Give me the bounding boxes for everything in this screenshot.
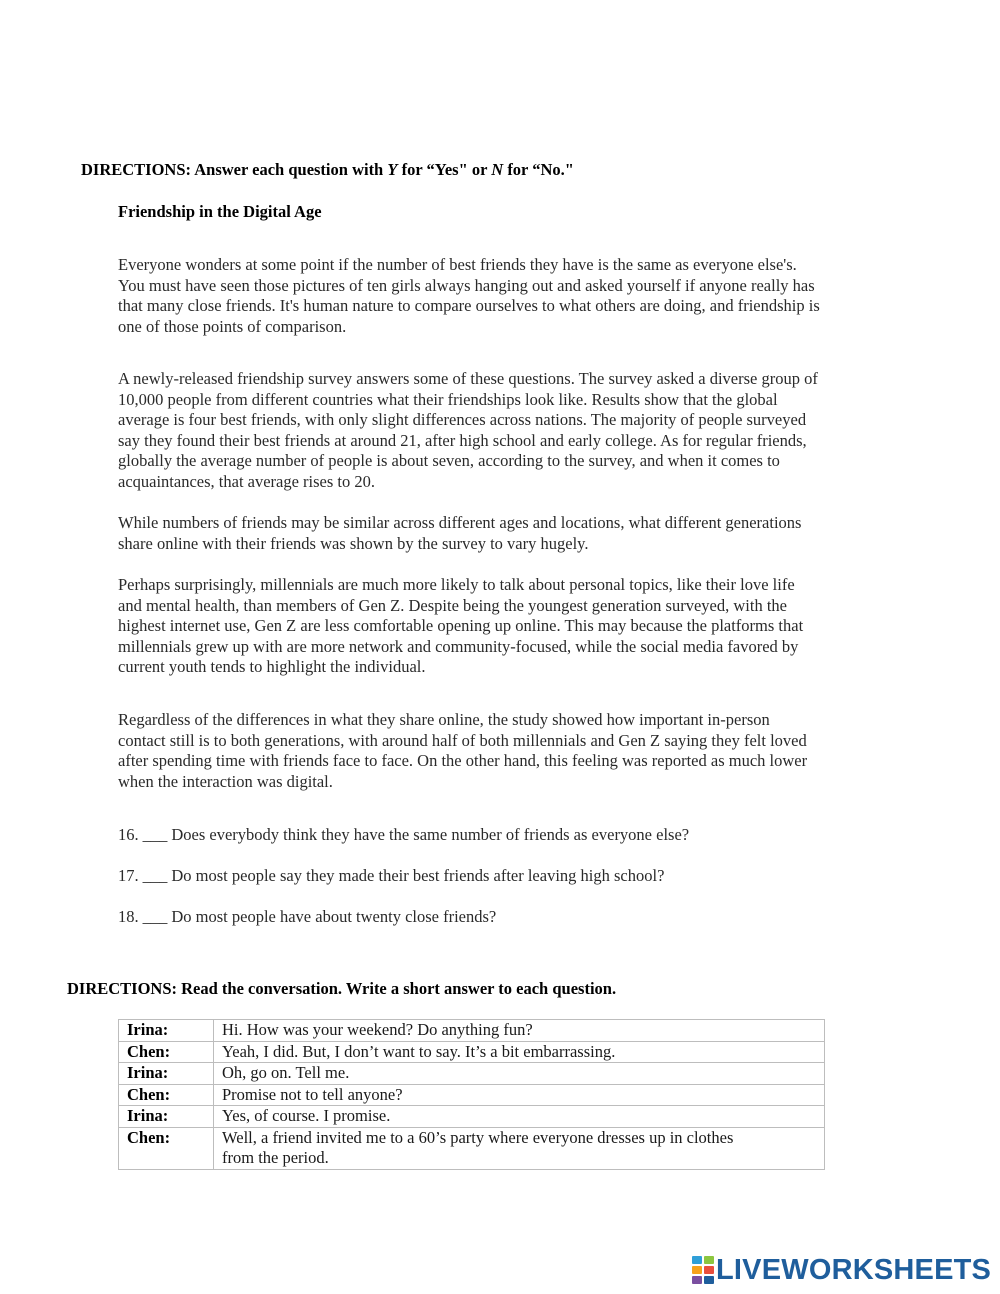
table-row: [119, 1127, 825, 1169]
logo-text: LIVEWORKSHEETS: [716, 1254, 992, 1286]
question-text: Does everybody think they have the same number of friends as everyone else?: [171, 825, 690, 844]
speaker-cell: Chen:: [119, 1127, 214, 1169]
directions-text: DIRECTIONS: Answer each question with: [81, 160, 388, 179]
question-17: [118, 866, 664, 886]
paragraph-4: [118, 575, 890, 678]
paragraph-line: 10,000 people from different countries what their friendships look like. Results show that the global: [118, 389, 778, 409]
dialogue-line: Yeah, I did. But, I don’t want to say. It’s a bit embarrassing.: [222, 1041, 616, 1061]
table-row: [119, 1041, 825, 1063]
question-number: 17.: [118, 866, 139, 885]
speaker-cell: Chen:: [119, 1084, 214, 1106]
table-row: [119, 1106, 825, 1128]
paragraph-2: [118, 369, 890, 493]
paragraph-line: say they found their best friends at around 21, after high school and early college. As for regular friends,: [118, 430, 807, 450]
conversation-table: [118, 1019, 825, 1170]
speaker-cell: Irina:: [119, 1063, 214, 1085]
article-title: Friendship in the Digital Age: [118, 202, 322, 221]
paragraph-line: Everyone wonders at some point if the number of best friends they have is the same as everyone else's.: [118, 255, 797, 274]
dialogue-cell: [214, 1041, 825, 1063]
paragraph-line: globally the average number of people is about seven, according to the survey, and when it comes to: [118, 451, 780, 471]
logo-mark-block: [704, 1266, 714, 1274]
dialogue-cell: [214, 1127, 825, 1169]
liveworksheets-logo-icon: [692, 1256, 714, 1284]
paragraph-1: [118, 255, 890, 337]
paragraph-line: You must have seen those pictures of ten girls always hanging out and asked yourself if anyone really has: [118, 275, 815, 295]
table-row: [119, 1084, 825, 1106]
paragraph-line: Perhaps surprisingly, millennials are much more likely to talk about personal topics, like their love life: [118, 575, 795, 594]
paragraph-line: current youth tends to highlight the individual.: [118, 657, 426, 677]
paragraph-line: acquaintances, that average rises to 20.: [118, 471, 376, 491]
dialogue-cell: [214, 1063, 825, 1085]
paragraph-line: after spending time with friends face to face. On the other hand, this feeling was reported as much lower: [118, 751, 808, 771]
paragraph-line: that many close friends. It's human nature to compare ourselves to what others are doing, and friendship is: [118, 296, 820, 316]
paragraph-line: While numbers of friends may be similar across different ages and locations, what different generations: [118, 513, 802, 532]
speaker-cell: Irina:: [119, 1106, 214, 1128]
dialogue-line: Hi. How was your weekend? Do anything fun?: [222, 1020, 533, 1039]
paragraph-line: millennials grew up with are more network and community-focused, while the social media favored by: [118, 636, 799, 656]
directions-text: for “Yes" or: [397, 160, 492, 179]
dialogue-cell: [214, 1084, 825, 1106]
question-16: [118, 825, 689, 845]
dialogue-line: Yes, of course. I promise.: [222, 1106, 391, 1125]
paragraph-line: average is four best friends, with only slight differences across nations. The majority of people surveyed: [118, 410, 807, 430]
directions-text: for “No.": [503, 160, 574, 179]
logo-mark-block: [692, 1276, 702, 1284]
directions-yes-no: [81, 160, 574, 180]
paragraph-line: contact still is to both generations, with around half of both millennials and Gen Z saying they felt loved: [118, 730, 807, 750]
paragraph-line: Regardless of the differences in what they share online, the study showed how important in-person: [118, 710, 770, 729]
logo-mark-block: [692, 1256, 702, 1264]
question-text: Do most people say they made their best friends after leaving high school?: [171, 866, 665, 885]
question-18: [118, 907, 496, 927]
answer-blank[interactable]: ___: [142, 907, 168, 926]
question-number: 18.: [118, 907, 139, 926]
dialogue-line: Promise not to tell anyone?: [222, 1084, 403, 1104]
question-number: 16.: [118, 825, 139, 844]
logo-mark-block: [704, 1256, 714, 1264]
paragraph-line: when the interaction was digital.: [118, 771, 333, 791]
speaker-cell: Chen:: [119, 1041, 214, 1063]
table-row: [119, 1063, 825, 1085]
answer-blank[interactable]: ___: [142, 825, 168, 844]
logo-mark-block: [704, 1276, 714, 1284]
directions-n: N: [491, 160, 504, 179]
directions-conversation: DIRECTIONS: Read the conversation. Write a short answer to each question.: [67, 979, 617, 998]
logo-mark-block: [692, 1266, 702, 1274]
table-row: [119, 1020, 825, 1042]
liveworksheets-logo: [692, 1253, 991, 1287]
dialogue-cell: [214, 1106, 825, 1128]
paragraph-5: [118, 710, 890, 792]
dialogue-line: from the period.: [222, 1148, 329, 1167]
paragraph-line: highest internet use, Gen Z are less comfortable opening up online. This may because the platforms that: [118, 616, 804, 636]
answer-blank[interactable]: ___: [142, 866, 168, 885]
paragraph-line: share online with their friends was shown by the survey to vary hugely.: [118, 533, 589, 553]
question-text: Do most people have about twenty close friends?: [171, 907, 497, 926]
paragraph-line: one of those points of comparison.: [118, 316, 347, 336]
dialogue-line: Well, a friend invited me to a 60’s party where everyone dresses up in clothes: [222, 1127, 734, 1147]
speaker-cell: Irina:: [119, 1020, 214, 1042]
directions-y: Y: [387, 160, 398, 179]
paragraph-line: and mental health, than members of Gen Z. Despite being the youngest generation surveyed, with the: [118, 595, 787, 615]
paragraph-3: [118, 513, 890, 554]
dialogue-line: Oh, go on. Tell me.: [222, 1063, 350, 1082]
dialogue-cell: [214, 1020, 825, 1042]
paragraph-line: A newly-released friendship survey answers some of these questions. The survey asked a diverse group of: [118, 369, 818, 388]
